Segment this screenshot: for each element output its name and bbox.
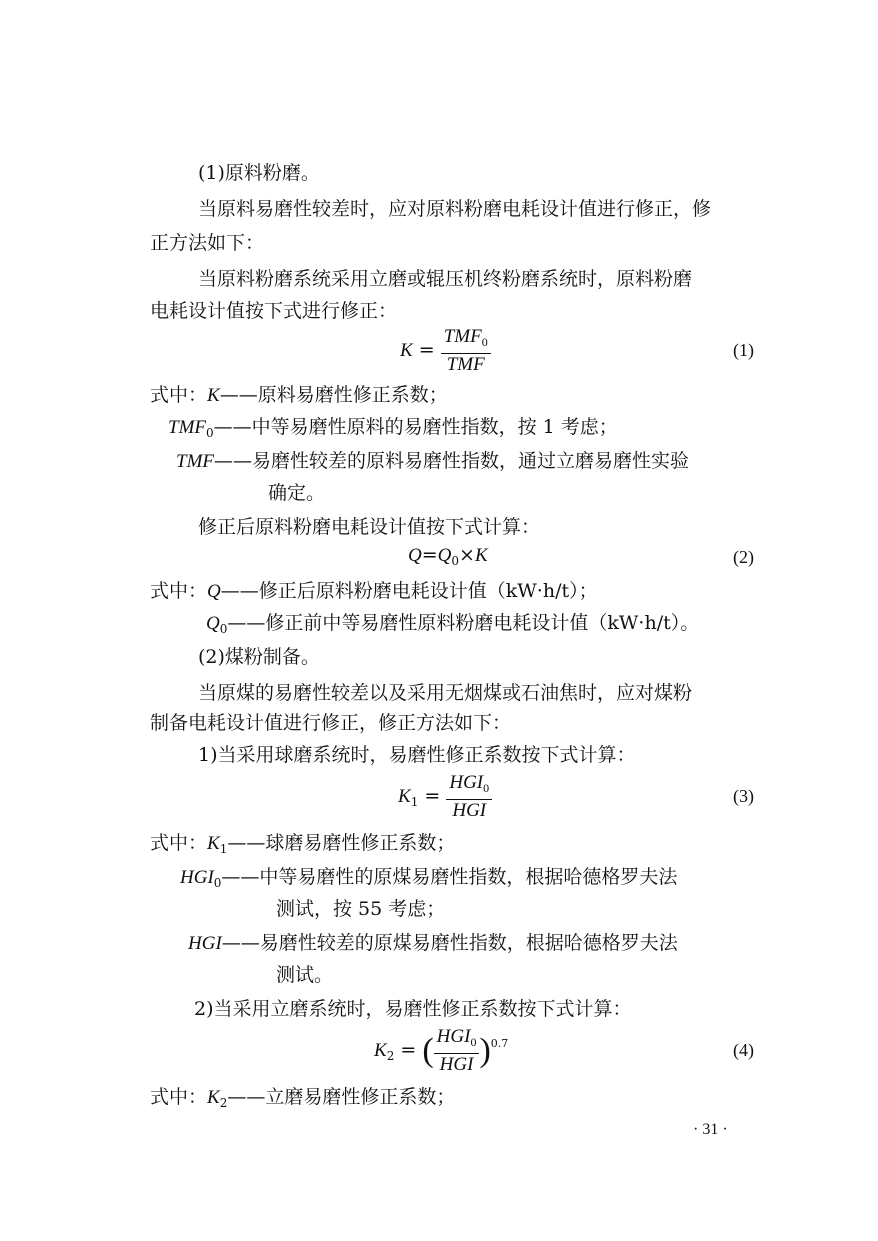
paragraph-line: 当原料粉磨系统采用立磨或辊压机终粉磨系统时，原料粉磨: [198, 268, 693, 290]
equation-3: $K_1$ = $\frac{HGI_0}{\text{HGI}}$: [398, 772, 492, 822]
paragraph-line: 当原煤的易磨性较差以及采用无烟煤或石油焦时，应对煤粉: [198, 682, 693, 704]
definition-continuation: 测试，按 55 考虑；: [276, 898, 446, 920]
fraction: $\frac{HGI_0}{\text{HGI}}$: [434, 1026, 480, 1076]
paragraph-line: 1)当采用球磨系统时，易磨性修正系数按下式计算：: [198, 744, 636, 766]
section-heading-raw-material: (1)原料粉磨。: [198, 162, 320, 184]
equation-2: $Q=Q_0\times K$: [408, 544, 488, 568]
definition-line: 式中：$K_2——$立磨易磨性修正系数；: [150, 1086, 456, 1110]
section-heading-coal: (2)煤粉制备。: [198, 646, 320, 668]
definition-line: $TMF_0——$中等易磨性原料的易磨性指数，按 1 考虑；: [168, 416, 618, 440]
definition-continuation: 测试。: [276, 964, 334, 986]
fraction: $\frac{TMF_0}{\text{TMF}}$: [441, 326, 491, 376]
equation-number: (3): [733, 786, 754, 806]
paragraph-line: 正方法如下：: [150, 232, 265, 254]
fraction: $\frac{HGI_0}{\text{HGI}}$: [446, 772, 492, 822]
equation-1: K = $\frac{TMF_0}{\text{TMF}}$: [400, 326, 491, 376]
paragraph-line: 修正后原料粉磨电耗设计值按下式计算：: [198, 516, 541, 538]
definition-line: HGI——易磨性较差的原煤易磨性指数，根据哈德格罗夫法: [188, 932, 678, 954]
definition-line: $Q_0——$修正前中等易磨性原料粉磨电耗设计值（kW·h/t）。: [206, 612, 700, 636]
definition-line: TMF——易磨性较差的原料易磨性指数，通过立磨易磨性实验: [176, 450, 690, 472]
paragraph-line: 电耗设计值按下式进行修正：: [150, 300, 398, 322]
equation-number: (1): [733, 340, 754, 360]
paragraph-line: 2)当采用立磨系统时，易磨性修正系数按下式计算：: [194, 998, 632, 1020]
page-number: · 31 ·: [693, 1121, 728, 1138]
paragraph-line: 制备电耗设计值进行修正，修正方法如下：: [150, 712, 512, 734]
equation-number: (4): [733, 1040, 754, 1060]
definition-continuation: 确定。: [268, 482, 326, 504]
definition-line: $HGI_0——$中等易磨性的原煤易磨性指数，根据哈德格罗夫法: [180, 866, 678, 890]
definition-line: 式中：$K_1——$球磨易磨性修正系数；: [150, 832, 456, 856]
definition-line: 式中：K——原料易磨性修正系数；: [150, 384, 448, 406]
paragraph-line: 当原料易磨性较差时，应对原料粉磨电耗设计值进行修正，修: [198, 198, 712, 220]
equation-4: $K_2$ = ( $\frac{HGI_0}{\text{HGI}}$ )$^{0.7}$: [374, 1026, 509, 1075]
equation-number: (2): [733, 547, 754, 567]
definition-line: 式中：Q——修正后原料粉磨电耗设计值（kW·h/t）；: [150, 580, 598, 602]
